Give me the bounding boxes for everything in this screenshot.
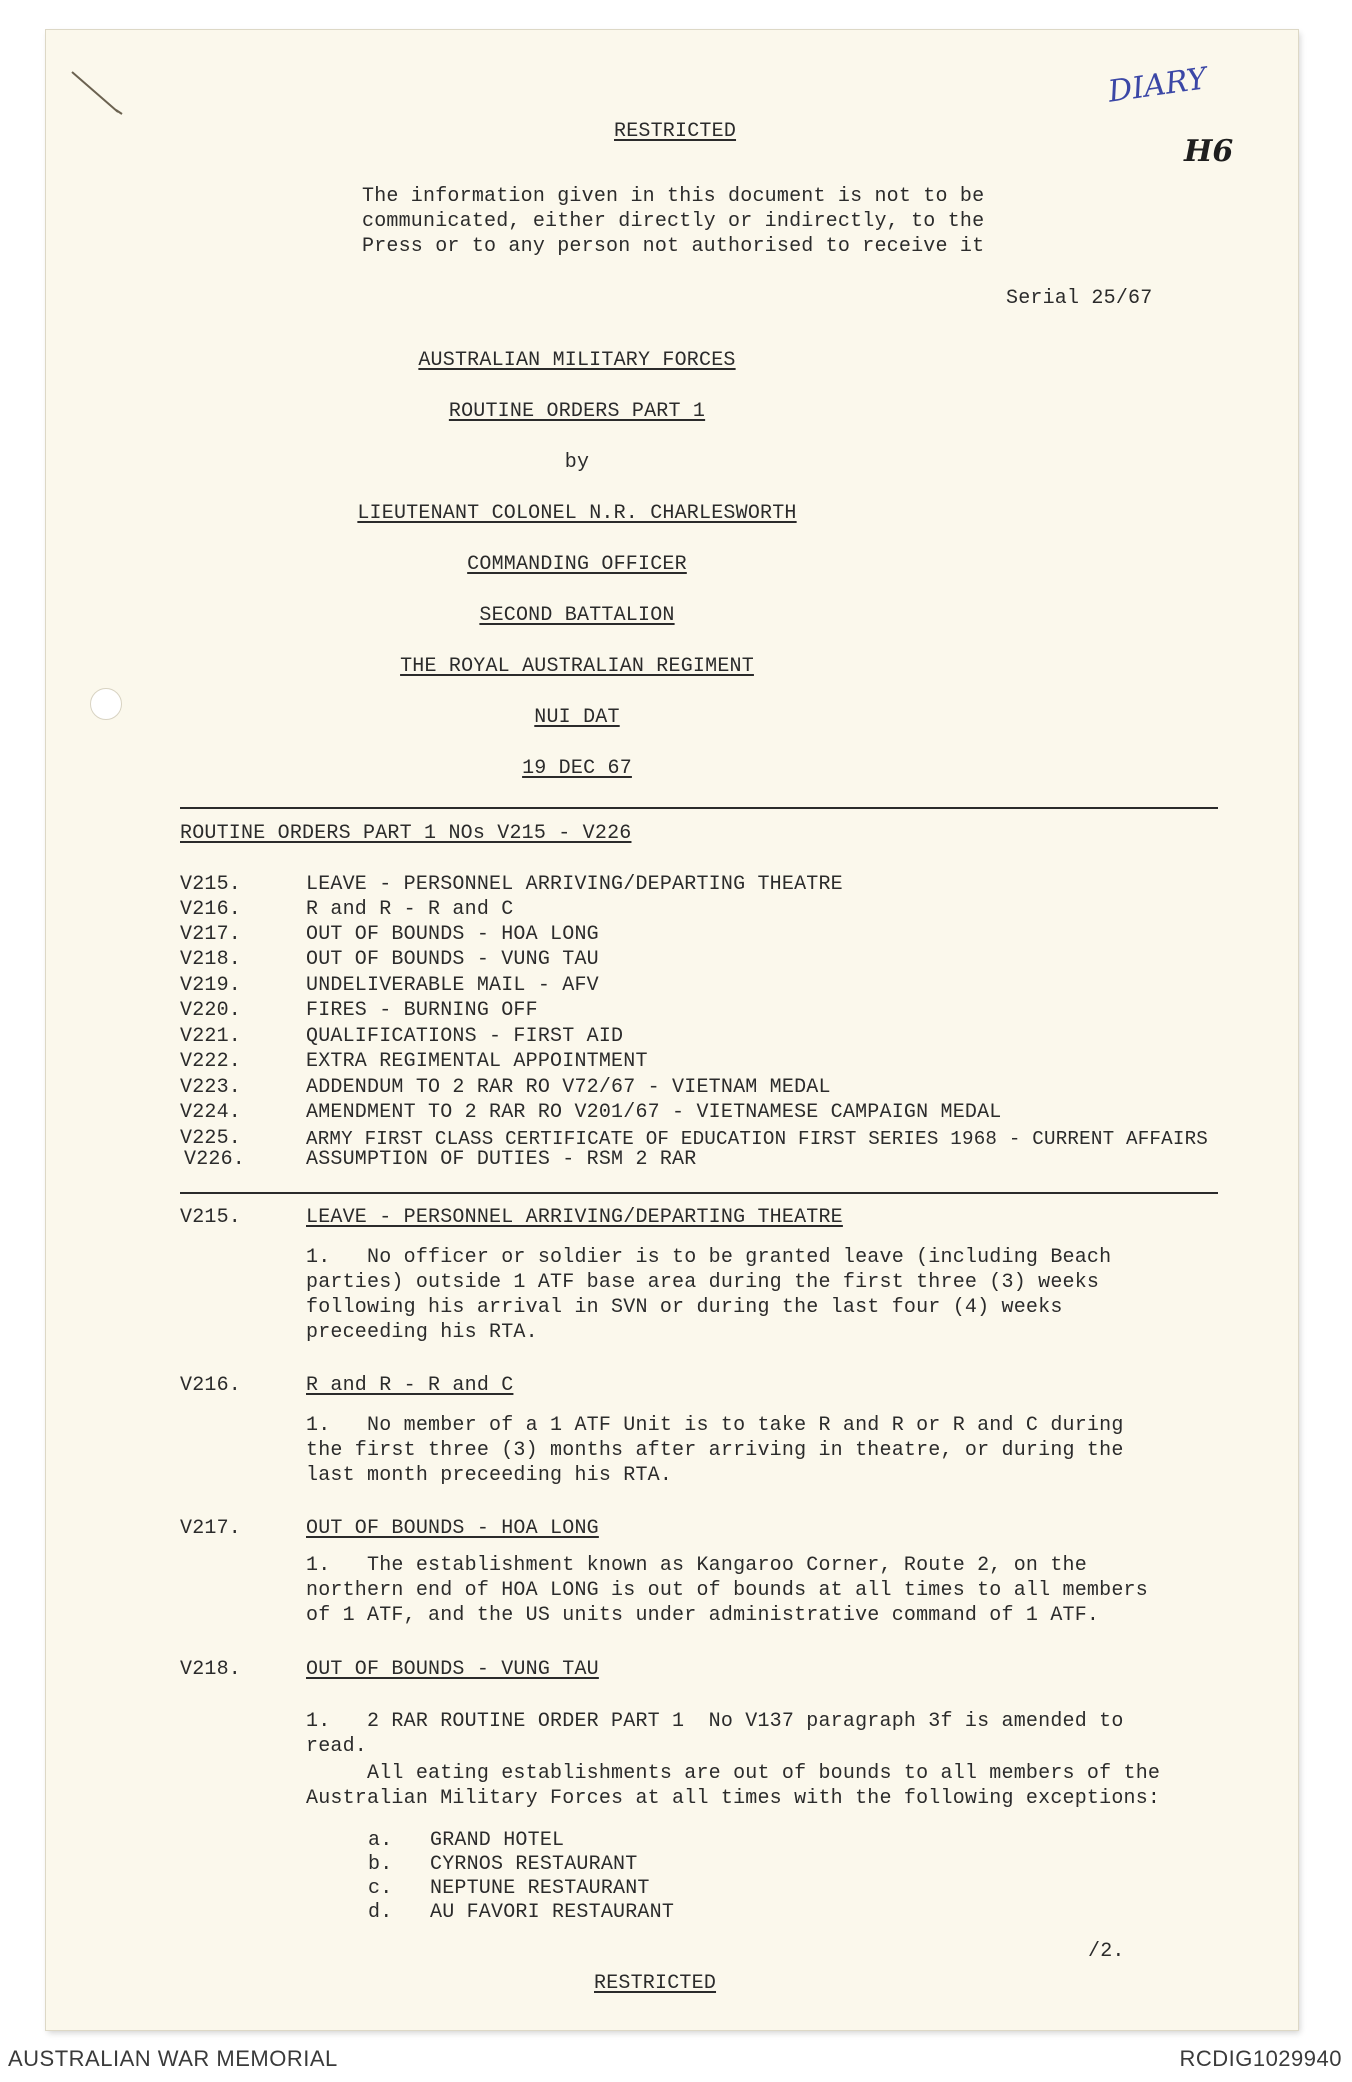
title-date: 19 DEC 67 — [522, 757, 632, 780]
title-regiment: THE ROYAL AUSTRALIAN REGIMENT — [400, 655, 754, 678]
classification-top: RESTRICTED — [614, 120, 737, 143]
contents-title: AMENDMENT TO 2 RAR RO V201/67 - VIETNAMESE CAMPAIGN MEDAL — [306, 1101, 1002, 1124]
contents-title: FIRES - BURNING OFF — [306, 999, 538, 1022]
order-text: 1. The establishment known as Kangaroo Corner, Route 2, on the — [306, 1554, 1087, 1577]
exception-letter: d. — [368, 1901, 393, 1924]
contents-title: LEAVE - PERSONNEL ARRIVING/DEPARTING THEATRE — [306, 873, 843, 896]
contents-title: OUT OF BOUNDS - VUNG TAU — [306, 948, 599, 971]
order-number: V215. — [180, 1206, 242, 1229]
title-commander: LIEUTENANT COLONEL N.R. CHARLESWORTH — [357, 502, 797, 525]
exception-name: GRAND HOTEL — [430, 1829, 565, 1852]
contents-no: V226. — [184, 1148, 246, 1171]
title-forces: AUSTRALIAN MILITARY FORCES — [418, 349, 736, 372]
divider-middle — [180, 1192, 1218, 1194]
order-text: preceeding his RTA. — [306, 1321, 538, 1344]
contents-title: OUT OF BOUNDS - HOA LONG — [306, 923, 599, 946]
contents-no: V220. — [180, 999, 242, 1022]
order-text: 1. 2 RAR ROUTINE ORDER PART 1 No V137 paragraph 3f is amended to — [306, 1710, 1124, 1733]
order-text: the first three (3) months after arriving in theatre, or during the — [306, 1439, 1124, 1462]
footer-source: AUSTRALIAN WAR MEMORIAL — [8, 2046, 338, 2071]
order-text: All eating establishments are out of bounds to all members of the — [306, 1762, 1161, 1785]
notice-line-3: Press or to any person not authorised to receive it — [362, 235, 985, 258]
staple-mark — [66, 60, 136, 120]
contents-title: QUALIFICATIONS - FIRST AID — [306, 1025, 624, 1048]
order-text: 1. No member of a 1 ATF Unit is to take R and R or R and C during — [306, 1414, 1124, 1437]
exception-letter: c. — [368, 1877, 393, 1900]
contents-heading: ROUTINE ORDERS PART 1 NOs V215 - V226 — [180, 822, 632, 845]
contents-no: V222. — [180, 1050, 242, 1073]
order-text: read. — [306, 1735, 368, 1758]
order-number: V217. — [180, 1517, 242, 1540]
document-sheet — [46, 30, 1298, 2030]
order-text: northern end of HOA LONG is out of bounds at all times to all members — [306, 1579, 1148, 1602]
order-title: R and R - R and C — [306, 1374, 514, 1397]
diary-annotation: DIARY — [1106, 61, 1210, 110]
order-number: V216. — [180, 1374, 242, 1397]
contents-no: V218. — [180, 948, 242, 971]
contents-no: V223. — [180, 1076, 242, 1099]
order-number: V218. — [180, 1658, 242, 1681]
exception-name: AU FAVORI RESTAURANT — [430, 1901, 675, 1924]
contents-no: V224. — [180, 1101, 242, 1124]
notice-line-2: communicated, either directly or indirectly, to the — [362, 210, 985, 233]
page-continuation: /2. — [1088, 1940, 1125, 1963]
exception-name: CYRNOS RESTAURANT — [430, 1853, 638, 1876]
order-title: OUT OF BOUNDS - VUNG TAU — [306, 1658, 599, 1681]
contents-title: R and R - R and C — [306, 898, 514, 921]
contents-title: ASSUMPTION OF DUTIES - RSM 2 RAR — [306, 1148, 697, 1171]
exception-letter: b. — [368, 1853, 393, 1876]
contents-no: V219. — [180, 974, 242, 997]
title-battalion: SECOND BATTALION — [479, 604, 675, 627]
order-text: last month preceeding his RTA. — [306, 1464, 673, 1487]
order-text: 1. No officer or soldier is to be granted leave (including Beach — [306, 1246, 1112, 1269]
serial-number: Serial 25/67 — [1006, 287, 1153, 310]
order-title: OUT OF BOUNDS - HOA LONG — [306, 1517, 599, 1540]
exception-letter: a. — [368, 1829, 393, 1852]
divider-top — [180, 807, 1218, 809]
contents-no: V216. — [180, 898, 242, 921]
order-text: of 1 ATF, and the US units under administrative command of 1 ATF. — [306, 1604, 1100, 1627]
contents-no: V215. — [180, 873, 242, 896]
order-text: following his arrival in SVN or during the last four (4) weeks — [306, 1296, 1063, 1319]
footer-id: RCDIG1029940 — [1179, 2046, 1342, 2071]
title-orders: ROUTINE ORDERS PART 1 — [448, 400, 706, 423]
title-location: NUI DAT — [534, 706, 620, 729]
title-appointment: COMMANDING OFFICER — [467, 553, 687, 576]
classification-bottom: RESTRICTED — [594, 1972, 717, 1995]
contents-title: UNDELIVERABLE MAIL - AFV — [306, 974, 599, 997]
exception-name: NEPTUNE RESTAURANT — [430, 1877, 650, 1900]
order-title: LEAVE - PERSONNEL ARRIVING/DEPARTING THEATRE — [306, 1206, 843, 1229]
contents-no: V217. — [180, 923, 242, 946]
reference-annotation: H6 — [1184, 134, 1234, 169]
notice-line-1: The information given in this document is not to be — [362, 185, 985, 208]
order-text: parties) outside 1 ATF base area during the first three (3) weeks — [306, 1271, 1100, 1294]
contents-title: ARMY FIRST CLASS CERTIFICATE OF EDUCATION FIRST SERIES 1968 - CURRENT AFFAIRS — [306, 1128, 1209, 1150]
contents-title: EXTRA REGIMENTAL APPOINTMENT — [306, 1050, 648, 1073]
contents-no: V225. — [180, 1127, 242, 1150]
order-text: Australian Military Forces at all times with the following exceptions: — [306, 1787, 1161, 1810]
contents-no: V221. — [180, 1025, 242, 1048]
contents-title: ADDENDUM TO 2 RAR RO V72/67 - VIETNAM MEDAL — [306, 1076, 831, 1099]
title-by: by — [564, 451, 590, 474]
